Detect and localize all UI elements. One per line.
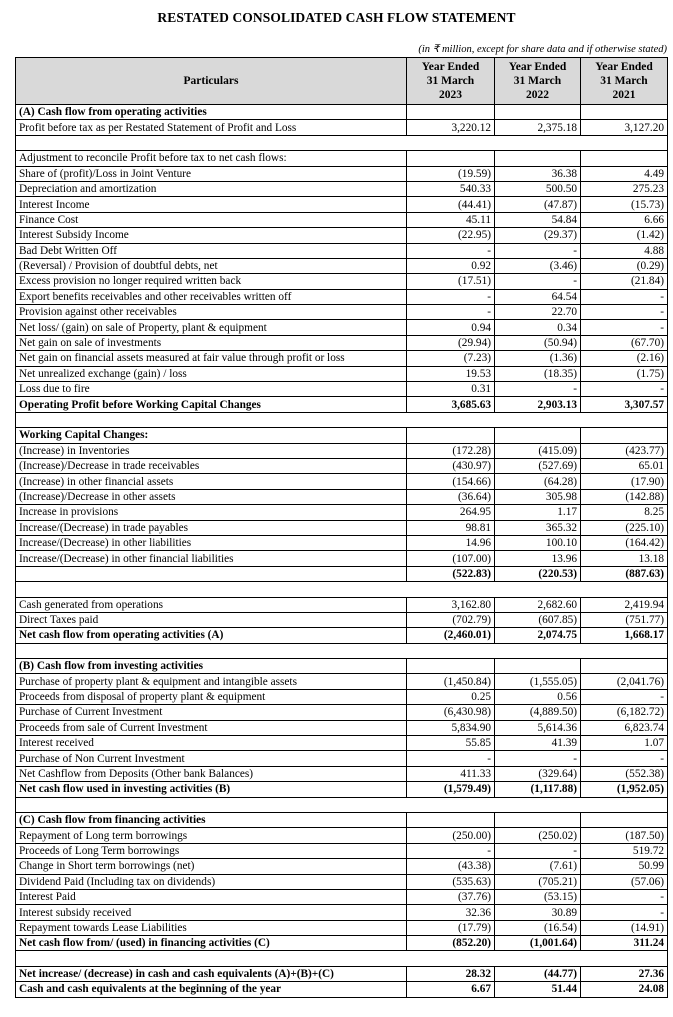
- value-fy2022: (44.77): [495, 966, 581, 981]
- row-label: Provision against other receivables: [16, 305, 407, 320]
- value-fy2021: (0.29): [581, 258, 668, 273]
- row-label: Purchase of property plant & equipment and intangible assets: [16, 674, 407, 689]
- value-fy2022: (220.53): [495, 566, 581, 581]
- table-row: [16, 351, 668, 366]
- table-row: [16, 305, 668, 320]
- value-fy2022: 36.38: [495, 166, 581, 181]
- value-fy2021: 27.36: [581, 966, 668, 981]
- value-fy2023: (7.23): [407, 351, 495, 366]
- value-fy2023: -: [407, 243, 495, 258]
- value-fy2022: (1,001.64): [495, 936, 581, 951]
- row-label: Cash and cash equivalents at the beginning of the year: [16, 982, 407, 997]
- value-fy2023: (6,430.98): [407, 705, 495, 720]
- row-label: (Increase) in other financial assets: [16, 474, 407, 489]
- value-fy2021: 6,823.74: [581, 720, 668, 735]
- table-row: [16, 212, 668, 227]
- row-label: Export benefits receivables and other receivables written off: [16, 289, 407, 304]
- row-label: Share of (profit)/Loss in Joint Venture: [16, 166, 407, 181]
- table-row: [16, 920, 668, 935]
- table-row: [16, 612, 668, 627]
- row-label: Bad Debt Written Off: [16, 243, 407, 258]
- value-fy2021: 13.18: [581, 551, 668, 566]
- spacer-cell: [16, 643, 668, 658]
- section-header-row: [16, 659, 668, 674]
- total-row: [16, 397, 668, 412]
- value-fy2023: (19.59): [407, 166, 495, 181]
- value-fy2021: (2,041.76): [581, 674, 668, 689]
- row-label: Adjustment to reconcile Profit before tax to net cash flows:: [16, 151, 407, 166]
- value-fy2022: (250.02): [495, 828, 581, 843]
- value-fy2022: 51.44: [495, 982, 581, 997]
- value-fy2022: 30.89: [495, 905, 581, 920]
- row-label: Net increase/ (decrease) in cash and cash equivalents (A)+(B)+(C): [16, 966, 407, 981]
- value-fy2023: 45.11: [407, 212, 495, 227]
- table-row: [16, 766, 668, 781]
- value-fy2023: 411.33: [407, 766, 495, 781]
- value-fy2022: 54.84: [495, 212, 581, 227]
- table-row: [16, 489, 668, 504]
- value-fy2022: (29.37): [495, 228, 581, 243]
- value-fy2023: 28.32: [407, 966, 495, 981]
- value-fy2022: (53.15): [495, 889, 581, 904]
- table-row: [16, 366, 668, 381]
- value-fy2022: [495, 428, 581, 443]
- value-fy2022: 0.56: [495, 689, 581, 704]
- value-fy2023: 540.33: [407, 181, 495, 196]
- table-row: [16, 736, 668, 751]
- row-label: Excess provision no longer required written back: [16, 274, 407, 289]
- table-row: [16, 243, 668, 258]
- value-fy2022: (415.09): [495, 443, 581, 458]
- section-header-row: [16, 105, 668, 120]
- spacer-cell: [16, 135, 668, 150]
- spacer-row: [16, 797, 668, 812]
- row-label: Net cash flow from/ (used) in financing activities (C): [16, 936, 407, 951]
- section-header-row: [16, 428, 668, 443]
- value-fy2022: (4,889.50): [495, 705, 581, 720]
- spacer-cell: [16, 582, 668, 597]
- value-fy2021: -: [581, 751, 668, 766]
- value-fy2021: 1,668.17: [581, 628, 668, 643]
- unit-note: (in ₹ million, except for share data and if otherwise stated): [418, 44, 667, 55]
- value-fy2022: 100.10: [495, 535, 581, 550]
- table-row: [16, 197, 668, 212]
- value-fy2021: 6.66: [581, 212, 668, 227]
- value-fy2022: (705.21): [495, 874, 581, 889]
- row-label: Net cash flow used in investing activities (B): [16, 782, 407, 797]
- spacer-row: [16, 643, 668, 658]
- value-fy2021: -: [581, 320, 668, 335]
- value-fy2021: [581, 812, 668, 827]
- row-label: Net gain on sale of investments: [16, 335, 407, 350]
- row-label: Net loss/ (gain) on sale of Property, plant & equipment: [16, 320, 407, 335]
- value-fy2021: -: [581, 889, 668, 904]
- value-fy2023: 14.96: [407, 535, 495, 550]
- value-fy2023: (17.51): [407, 274, 495, 289]
- value-fy2023: 98.81: [407, 520, 495, 535]
- value-fy2023: (522.83): [407, 566, 495, 581]
- value-fy2021: (225.10): [581, 520, 668, 535]
- value-fy2023: 5,834.90: [407, 720, 495, 735]
- value-fy2021: (142.88): [581, 489, 668, 504]
- table-row: [16, 720, 668, 735]
- value-fy2022: (1.36): [495, 351, 581, 366]
- value-fy2022: 2,375.18: [495, 120, 581, 135]
- value-fy2021: (1,952.05): [581, 782, 668, 797]
- row-label: Proceeds from sale of Current Investment: [16, 720, 407, 735]
- value-fy2023: -: [407, 289, 495, 304]
- value-fy2021: (751.77): [581, 612, 668, 627]
- total-row: [16, 782, 668, 797]
- table-row: [16, 120, 668, 135]
- value-fy2022: (16.54): [495, 920, 581, 935]
- value-fy2023: 0.31: [407, 382, 495, 397]
- table-row: [16, 166, 668, 181]
- value-fy2023: 19.53: [407, 366, 495, 381]
- value-fy2021: (187.50): [581, 828, 668, 843]
- row-label: (C) Cash flow from financing activities: [16, 812, 407, 827]
- row-label: Purchase of Current Investment: [16, 705, 407, 720]
- row-label: Interest Subsidy Income: [16, 228, 407, 243]
- value-fy2022: (3.46): [495, 258, 581, 273]
- value-fy2023: 3,685.63: [407, 397, 495, 412]
- total-row: [16, 566, 668, 581]
- section-header-row: [16, 812, 668, 827]
- statement-title: RESTATED CONSOLIDATED CASH FLOW STATEMENT: [157, 10, 516, 25]
- value-fy2021: 519.72: [581, 843, 668, 858]
- table-row: [16, 751, 668, 766]
- value-fy2022: [495, 105, 581, 120]
- row-label: Proceeds from disposal of property plant & equipment: [16, 689, 407, 704]
- row-label: Change in Short term borrowings (net): [16, 859, 407, 874]
- value-fy2023: (22.95): [407, 228, 495, 243]
- value-fy2022: [495, 812, 581, 827]
- value-fy2022: 1.17: [495, 505, 581, 520]
- value-fy2021: (552.38): [581, 766, 668, 781]
- value-fy2023: 0.92: [407, 258, 495, 273]
- value-fy2021: (423.77): [581, 443, 668, 458]
- value-fy2022: -: [495, 274, 581, 289]
- row-label: Interest received: [16, 736, 407, 751]
- value-fy2021: (164.42): [581, 535, 668, 550]
- row-label: Net unrealized exchange (gain) / loss: [16, 366, 407, 381]
- value-fy2021: 1.07: [581, 736, 668, 751]
- value-fy2021: (21.84): [581, 274, 668, 289]
- row-label: Loss due to fire: [16, 382, 407, 397]
- row-label: Interest subsidy received: [16, 905, 407, 920]
- row-label: (Increase)/Decrease in other assets: [16, 489, 407, 504]
- table-row: [16, 458, 668, 473]
- value-fy2022: (64.28): [495, 474, 581, 489]
- value-fy2023: (852.20): [407, 936, 495, 951]
- total-row: [16, 982, 668, 997]
- value-fy2021: 8.25: [581, 505, 668, 520]
- spacer-row: [16, 951, 668, 966]
- value-fy2021: (57.06): [581, 874, 668, 889]
- row-label: Increase in provisions: [16, 505, 407, 520]
- value-fy2021: (67.70): [581, 335, 668, 350]
- table-row: [16, 228, 668, 243]
- value-fy2021: -: [581, 289, 668, 304]
- value-fy2022: (47.87): [495, 197, 581, 212]
- total-row: [16, 936, 668, 951]
- value-fy2022: (527.69): [495, 458, 581, 473]
- cash-flow-table: [15, 57, 668, 998]
- row-label: Increase/(Decrease) in other financial liabilities: [16, 551, 407, 566]
- table-row: [16, 274, 668, 289]
- value-fy2022: -: [495, 843, 581, 858]
- table-row: [16, 535, 668, 550]
- value-fy2022: (50.94): [495, 335, 581, 350]
- value-fy2021: -: [581, 382, 668, 397]
- value-fy2021: -: [581, 689, 668, 704]
- value-fy2023: [407, 812, 495, 827]
- value-fy2023: (1,579.49): [407, 782, 495, 797]
- table-row: [16, 335, 668, 350]
- row-label: (A) Cash flow from operating activities: [16, 105, 407, 120]
- value-fy2023: [407, 105, 495, 120]
- value-fy2021: (2.16): [581, 351, 668, 366]
- value-fy2021: (15.73): [581, 197, 668, 212]
- value-fy2022: (18.35): [495, 366, 581, 381]
- row-label: (B) Cash flow from investing activities: [16, 659, 407, 674]
- value-fy2023: [407, 151, 495, 166]
- value-fy2021: (1.75): [581, 366, 668, 381]
- value-fy2022: 2,682.60: [495, 597, 581, 612]
- row-label: Net cash flow from operating activities (A): [16, 628, 407, 643]
- value-fy2021: [581, 151, 668, 166]
- value-fy2022: 365.32: [495, 520, 581, 535]
- table-row: [16, 843, 668, 858]
- row-label: Net Cashflow from Deposits (Other bank Balances): [16, 766, 407, 781]
- value-fy2022: 13.96: [495, 551, 581, 566]
- value-fy2021: 4.49: [581, 166, 668, 181]
- value-fy2023: 32.36: [407, 905, 495, 920]
- value-fy2022: 500.50: [495, 181, 581, 196]
- row-label: (Reversal) / Provision of doubtful debts, net: [16, 258, 407, 273]
- value-fy2023: 55.85: [407, 736, 495, 751]
- header-particulars: Particulars: [16, 58, 407, 105]
- value-fy2023: [407, 659, 495, 674]
- value-fy2023: (17.79): [407, 920, 495, 935]
- value-fy2022: 5,614.36: [495, 720, 581, 735]
- value-fy2022: 0.34: [495, 320, 581, 335]
- value-fy2023: 264.95: [407, 505, 495, 520]
- row-label: Depreciation and amortization: [16, 181, 407, 196]
- row-label: Net gain on financial assets measured at fair value through profit or loss: [16, 351, 407, 366]
- spacer-cell: [16, 412, 668, 427]
- table-row: [16, 289, 668, 304]
- value-fy2023: (430.97): [407, 458, 495, 473]
- value-fy2021: 50.99: [581, 859, 668, 874]
- value-fy2022: [495, 659, 581, 674]
- table-row: [16, 505, 668, 520]
- row-label: Direct Taxes paid: [16, 612, 407, 627]
- table-row: [16, 689, 668, 704]
- value-fy2023: (250.00): [407, 828, 495, 843]
- value-fy2021: (14.91): [581, 920, 668, 935]
- value-fy2022: (1,117.88): [495, 782, 581, 797]
- value-fy2021: (17.90): [581, 474, 668, 489]
- row-label: Increase/(Decrease) in trade payables: [16, 520, 407, 535]
- table-row: [16, 828, 668, 843]
- total-row: [16, 628, 668, 643]
- header-fy2021: Year Ended 31 March 2021: [581, 58, 668, 105]
- header-fy2022: Year Ended 31 March 2022: [495, 58, 581, 105]
- row-label: [16, 566, 407, 581]
- value-fy2022: 22.70: [495, 305, 581, 320]
- value-fy2021: -: [581, 905, 668, 920]
- value-fy2021: 65.01: [581, 458, 668, 473]
- table-row: [16, 551, 668, 566]
- row-label: Operating Profit before Working Capital Changes: [16, 397, 407, 412]
- table-row: [16, 889, 668, 904]
- value-fy2023: (107.00): [407, 551, 495, 566]
- table-row: [16, 474, 668, 489]
- value-fy2022: [495, 151, 581, 166]
- row-label: Repayment towards Lease Liabilities: [16, 920, 407, 935]
- row-label: Finance Cost: [16, 212, 407, 227]
- value-fy2022: -: [495, 751, 581, 766]
- spacer-cell: [16, 951, 668, 966]
- row-label: Working Capital Changes:: [16, 428, 407, 443]
- value-fy2023: 0.25: [407, 689, 495, 704]
- value-fy2023: (702.79): [407, 612, 495, 627]
- value-fy2021: -: [581, 305, 668, 320]
- value-fy2023: 3,162.80: [407, 597, 495, 612]
- value-fy2023: [407, 428, 495, 443]
- value-fy2023: -: [407, 843, 495, 858]
- row-label: Interest Paid: [16, 889, 407, 904]
- value-fy2022: -: [495, 382, 581, 397]
- table-row: [16, 674, 668, 689]
- table-row: [16, 151, 668, 166]
- row-label: (Increase) in Inventories: [16, 443, 407, 458]
- table-row: [16, 443, 668, 458]
- table-row: [16, 181, 668, 196]
- value-fy2023: (37.76): [407, 889, 495, 904]
- row-label: Interest Income: [16, 197, 407, 212]
- value-fy2022: 64.54: [495, 289, 581, 304]
- value-fy2023: (1,450.84): [407, 674, 495, 689]
- table-row: [16, 597, 668, 612]
- spacer-row: [16, 135, 668, 150]
- value-fy2023: (29.94): [407, 335, 495, 350]
- value-fy2021: 3,127.20: [581, 120, 668, 135]
- value-fy2022: 305.98: [495, 489, 581, 504]
- total-row: [16, 966, 668, 981]
- value-fy2021: 2,419.94: [581, 597, 668, 612]
- value-fy2022: (1,555.05): [495, 674, 581, 689]
- value-fy2023: 3,220.12: [407, 120, 495, 135]
- spacer-row: [16, 412, 668, 427]
- value-fy2023: (154.66): [407, 474, 495, 489]
- value-fy2021: 4.88: [581, 243, 668, 258]
- row-label: Cash generated from operations: [16, 597, 407, 612]
- value-fy2023: -: [407, 305, 495, 320]
- value-fy2022: (607.85): [495, 612, 581, 627]
- value-fy2021: 3,307.57: [581, 397, 668, 412]
- table-row: [16, 382, 668, 397]
- value-fy2021: [581, 105, 668, 120]
- value-fy2021: [581, 428, 668, 443]
- value-fy2021: 311.24: [581, 936, 668, 951]
- value-fy2021: (887.63): [581, 566, 668, 581]
- table-row: [16, 705, 668, 720]
- table-row: [16, 258, 668, 273]
- value-fy2022: 2,903.13: [495, 397, 581, 412]
- value-fy2022: 2,074.75: [495, 628, 581, 643]
- value-fy2023: 0.94: [407, 320, 495, 335]
- value-fy2022: (329.64): [495, 766, 581, 781]
- table-row: [16, 874, 668, 889]
- value-fy2021: [581, 659, 668, 674]
- value-fy2023: (535.63): [407, 874, 495, 889]
- value-fy2021: (6,182.72): [581, 705, 668, 720]
- table-row: [16, 320, 668, 335]
- value-fy2023: (43.38): [407, 859, 495, 874]
- value-fy2021: (1.42): [581, 228, 668, 243]
- value-fy2023: (2,460.01): [407, 628, 495, 643]
- table-row: [16, 859, 668, 874]
- row-label: Purchase of Non Current Investment: [16, 751, 407, 766]
- row-label: Increase/(Decrease) in other liabilities: [16, 535, 407, 550]
- spacer-row: [16, 582, 668, 597]
- row-label: Repayment of Long term borrowings: [16, 828, 407, 843]
- row-label: (Increase)/Decrease in trade receivables: [16, 458, 407, 473]
- header-row: [16, 58, 668, 105]
- value-fy2023: -: [407, 751, 495, 766]
- value-fy2021: 275.23: [581, 181, 668, 196]
- header-fy2023: Year Ended 31 March 2023: [407, 58, 495, 105]
- value-fy2023: (36.64): [407, 489, 495, 504]
- value-fy2023: (172.28): [407, 443, 495, 458]
- table-row: [16, 905, 668, 920]
- row-label: Proceeds of Long Term borrowings: [16, 843, 407, 858]
- row-label: Profit before tax as per Restated Statement of Profit and Loss: [16, 120, 407, 135]
- spacer-cell: [16, 797, 668, 812]
- value-fy2022: 41.39: [495, 736, 581, 751]
- table-row: [16, 520, 668, 535]
- row-label: Dividend Paid (Including tax on dividends): [16, 874, 407, 889]
- value-fy2023: (44.41): [407, 197, 495, 212]
- value-fy2023: 6.67: [407, 982, 495, 997]
- value-fy2021: 24.08: [581, 982, 668, 997]
- value-fy2022: -: [495, 243, 581, 258]
- value-fy2022: (7.61): [495, 859, 581, 874]
